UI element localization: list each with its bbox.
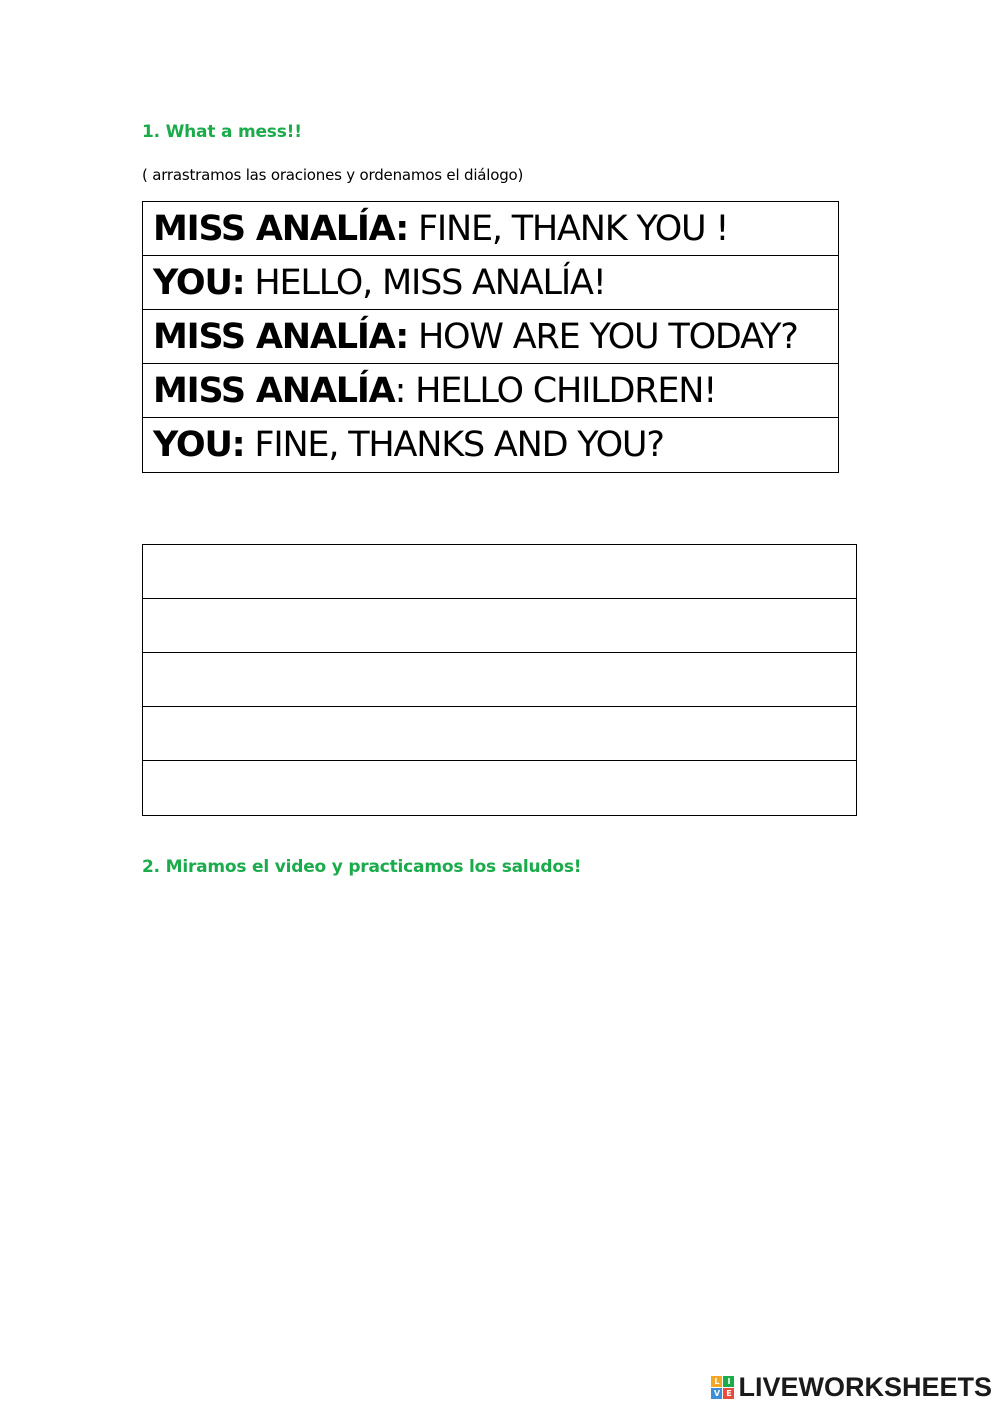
liveworksheets-brand-text: LIVEWORKSHEETS (738, 1372, 992, 1402)
draggable-sentence[interactable] (143, 202, 838, 256)
answer-drop-slot-5[interactable] (143, 761, 856, 815)
speaker-label: MISS ANALÍA (153, 370, 395, 411)
exercise-2-heading: 2. Miramos el video y practicamos los saludos! (142, 857, 582, 877)
speaker-label: YOU: (153, 425, 245, 465)
draggable-sentence[interactable] (143, 364, 838, 418)
sentence-text: HELLO, MISS ANALÍA! (244, 262, 606, 303)
draggable-sentence[interactable] (143, 256, 838, 310)
answer-drop-slot-1[interactable] (143, 545, 856, 599)
liveworksheets-logo (711, 1372, 992, 1403)
exercise-1-heading: 1. What a mess!! (142, 122, 302, 142)
sentence-bank (142, 201, 839, 473)
answer-drop-area (142, 544, 857, 816)
exercise-1-instruction: ( arrastramos las oraciones y ordenamos el diálogo) (142, 166, 524, 184)
speaker-label: YOU: (153, 262, 245, 303)
logo-letter: L (711, 1376, 722, 1387)
draggable-sentence[interactable] (143, 418, 838, 472)
draggable-sentence[interactable] (143, 310, 838, 364)
answer-drop-slot-4[interactable] (143, 707, 856, 761)
sentence-text: FINE, THANKS AND YOU? (244, 425, 664, 465)
speaker-label: MISS ANALÍA: (153, 316, 409, 357)
sentence-text: HOW ARE YOU TODAY? (408, 316, 798, 357)
liveworksheets-logo-icon (711, 1376, 734, 1399)
answer-drop-slot-3[interactable] (143, 653, 856, 707)
sentence-text: : HELLO CHILDREN! (394, 370, 717, 411)
logo-letter: V (711, 1388, 722, 1399)
logo-letter: E (723, 1388, 734, 1399)
logo-letter: I (723, 1376, 734, 1387)
sentence-text: FINE, THANK YOU ! (408, 208, 729, 249)
speaker-label: MISS ANALÍA: (153, 208, 409, 249)
answer-drop-slot-2[interactable] (143, 599, 856, 653)
